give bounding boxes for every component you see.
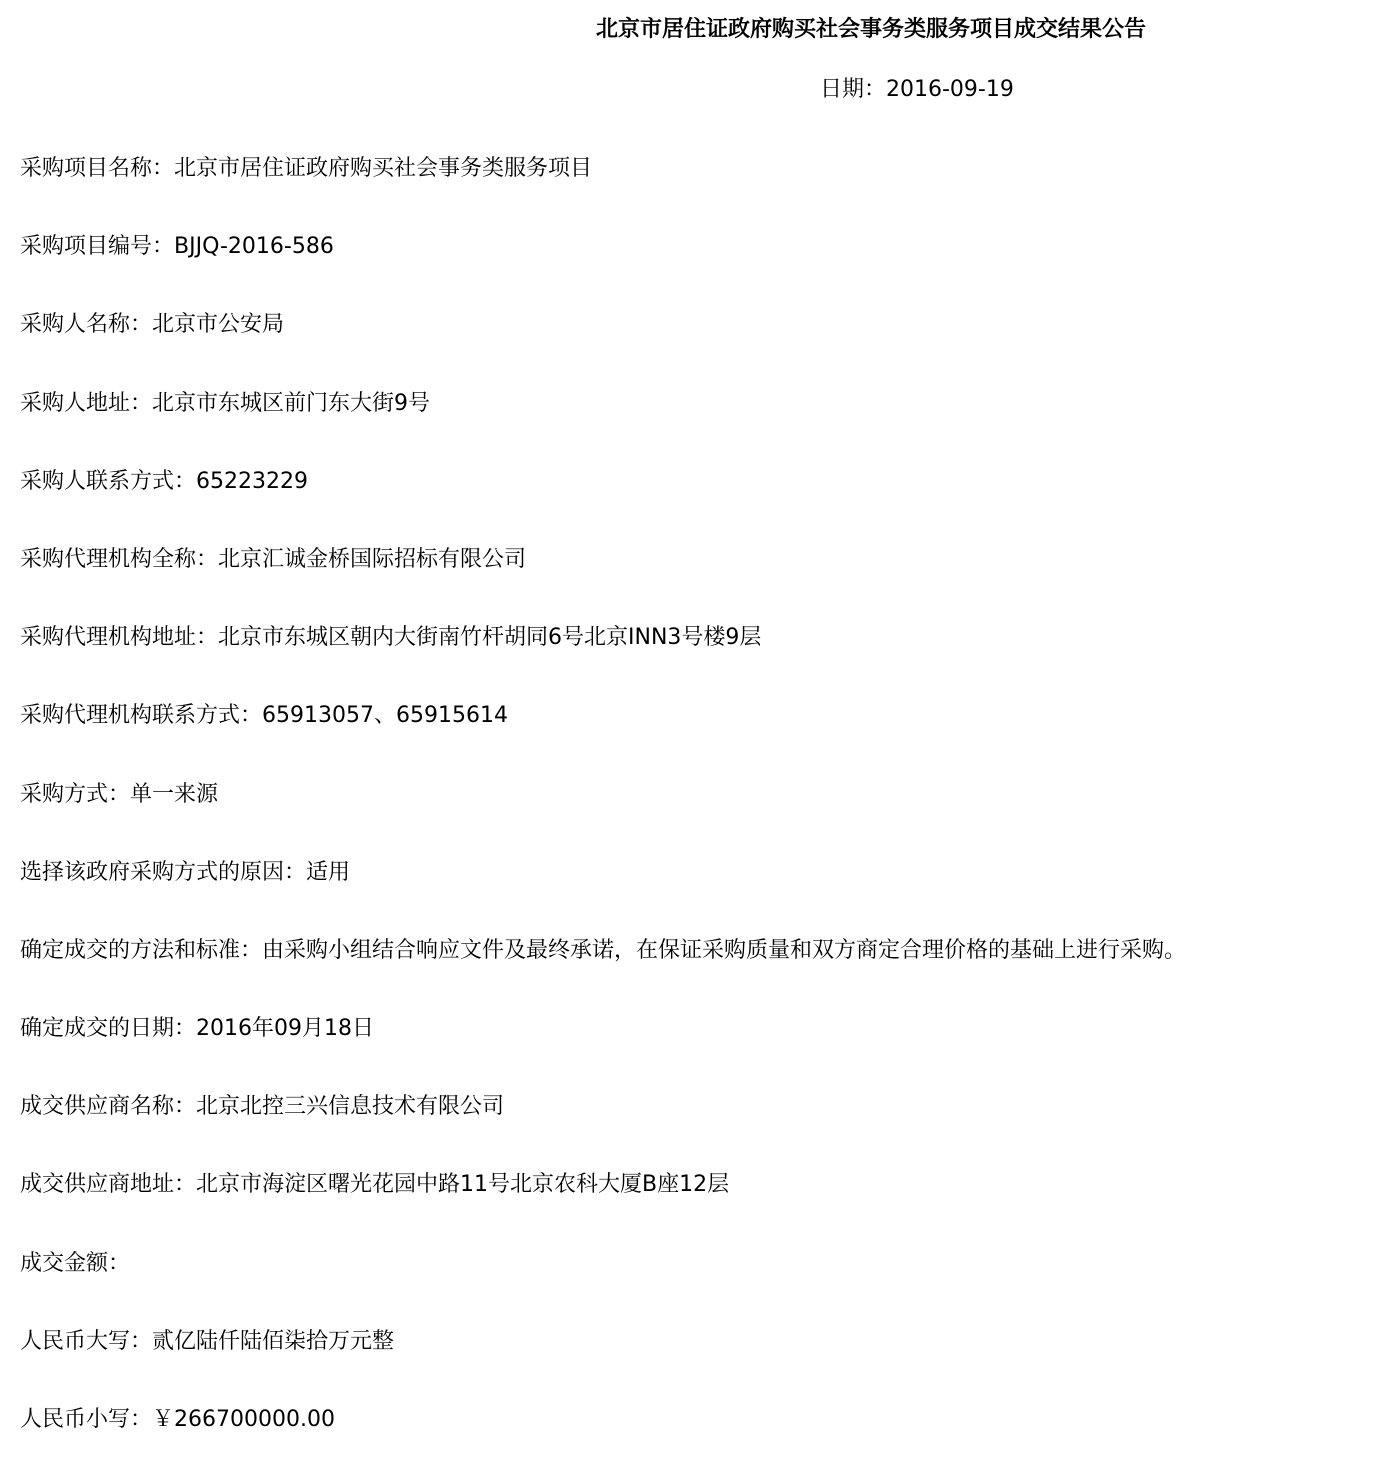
field-procurement-method: 采购方式：单一来源	[20, 781, 219, 807]
notice-date: 日期：2016-09-19	[820, 77, 1014, 102]
notice-title: 北京市居住证政府购买社会事务类服务项目成交结果公告	[596, 17, 1147, 42]
field-agency-address: 采购代理机构地址：北京市东城区朝内大街南竹杆胡同6号北京INN3号楼9层	[20, 625, 762, 651]
field-amount-in-words: 人民币大写：贰亿陆仟陆佰柒拾万元整	[20, 1328, 395, 1354]
field-project-name: 采购项目名称：北京市居住证政府购买社会事务类服务项目	[20, 156, 593, 181]
field-method-reason: 选择该政府采购方式的原因：适用	[20, 859, 351, 885]
field-amount-in-figures: 人民币小写：￥266700000.00	[20, 1407, 335, 1432]
field-purchaser-name: 采购人名称：北京市公安局	[20, 312, 285, 338]
field-project-number: 采购项目编号：BJJQ-2016-586	[20, 234, 334, 260]
field-purchaser-contact: 采购人联系方式：65223229	[20, 468, 308, 494]
field-supplier-address: 成交供应商地址：北京市海淀区曙光花园中路11号北京农科大厦B座12层	[20, 1172, 730, 1198]
field-purchaser-address: 采购人地址：北京市东城区前门东大街9号	[20, 390, 430, 416]
field-award-date: 确定成交的日期：2016年09月18日	[20, 1016, 374, 1042]
field-award-criteria: 确定成交的方法和标准：由采购小组结合响应文件及最终承诺，在保证采购质量和双方商定合理价格的基础上进行采购。	[20, 937, 1187, 963]
field-agency-contact: 采购代理机构联系方式：65913057、65915614	[20, 703, 508, 729]
field-supplier-name: 成交供应商名称：北京北控三兴信息技术有限公司	[20, 1094, 505, 1120]
field-agency-name: 采购代理机构全称：北京汇诚金桥国际招标有限公司	[20, 546, 527, 572]
notice-fields	[20, 153, 1370, 1482]
field-award-amount-label: 成交金额：	[20, 1250, 131, 1276]
